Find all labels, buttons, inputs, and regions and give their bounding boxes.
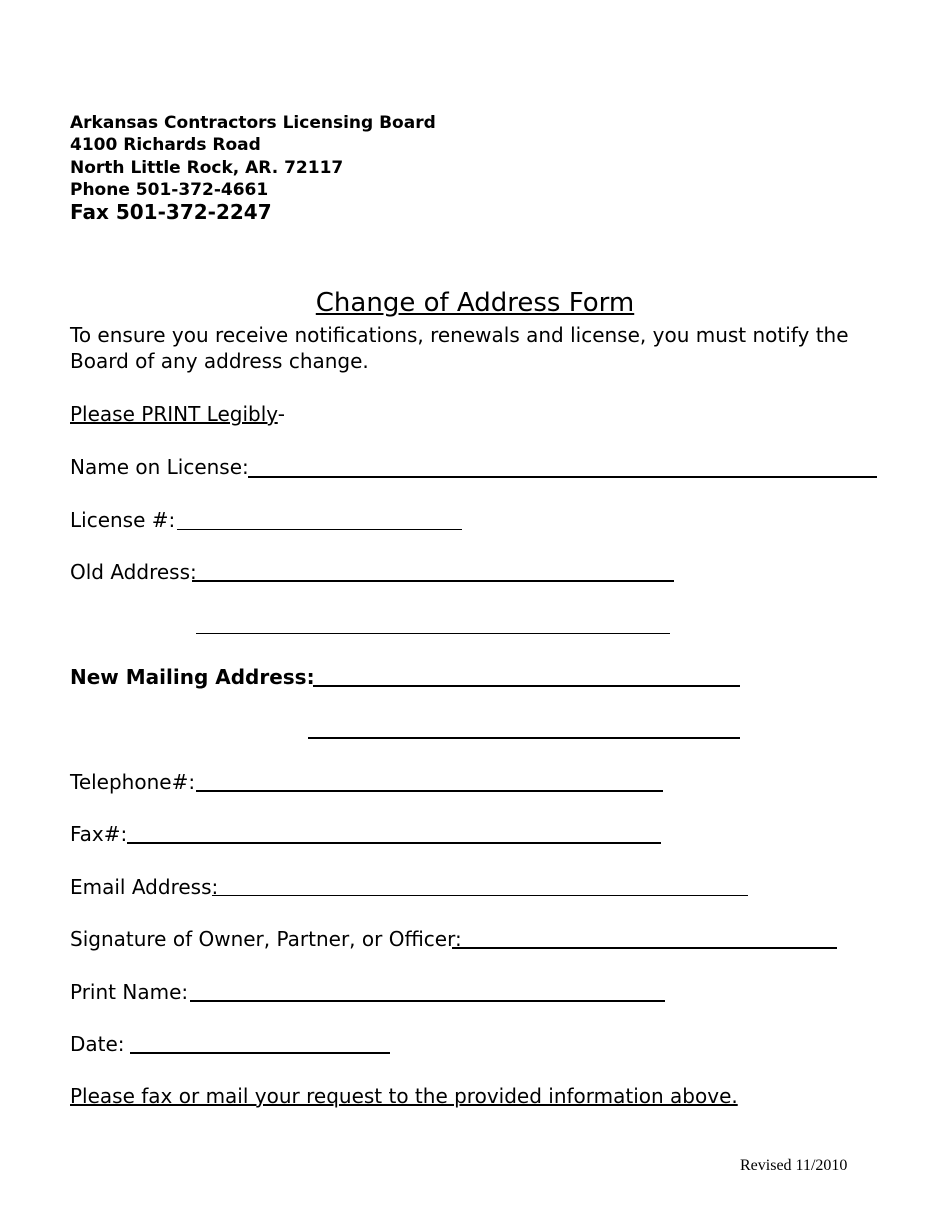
org-city-state-zip: North Little Rock, AR. 72117 — [70, 158, 344, 178]
date-field[interactable] — [130, 1052, 390, 1054]
new-mailing-address-field-line2[interactable] — [308, 737, 740, 739]
name-on-license-label: Name on License: — [70, 455, 249, 479]
old-address-field-line2[interactable] — [196, 633, 670, 634]
license-number-label: License #: — [70, 508, 176, 532]
org-street: 4100 Richards Road — [70, 135, 261, 155]
signature-field[interactable] — [452, 947, 837, 949]
new-mailing-address-label: New Mailing Address: — [70, 665, 315, 689]
org-name: Arkansas Contractors Licensing Board — [70, 113, 436, 133]
print-name-field[interactable] — [190, 1000, 665, 1002]
date-label: Date: — [70, 1032, 125, 1056]
org-fax: Fax 501-372-2247 — [70, 200, 272, 224]
name-on-license-field[interactable] — [248, 476, 877, 478]
footer-note: Please fax or mail your request to the provided information above. — [70, 1084, 738, 1108]
signature-label: Signature of Owner, Partner, or Officer: — [70, 927, 462, 951]
telephone-field[interactable] — [196, 790, 663, 792]
fax-label: Fax#: — [70, 822, 128, 846]
form-intro: To ensure you receive notifications, renewals and license, you must notify the Board of any address change. — [70, 323, 849, 373]
email-field[interactable] — [212, 895, 748, 896]
license-number-field[interactable] — [177, 529, 462, 530]
fax-field[interactable] — [127, 842, 661, 844]
old-address-label: Old Address: — [70, 560, 197, 584]
form-title: Change of Address Form — [315, 288, 635, 318]
print-note — [70, 402, 285, 426]
print-name-label: Print Name: — [70, 980, 189, 1004]
print-note-text: Please PRINT Legibly — [70, 402, 278, 426]
telephone-label: Telephone#: — [70, 770, 196, 794]
email-label: Email Address: — [70, 875, 219, 899]
print-note-suffix: - — [277, 402, 285, 426]
org-phone: Phone 501-372-4661 — [70, 180, 269, 200]
old-address-field-line1[interactable] — [192, 580, 674, 582]
new-mailing-address-field-line1[interactable] — [313, 685, 740, 687]
revised-date: Revised 11/2010 — [740, 1157, 848, 1174]
